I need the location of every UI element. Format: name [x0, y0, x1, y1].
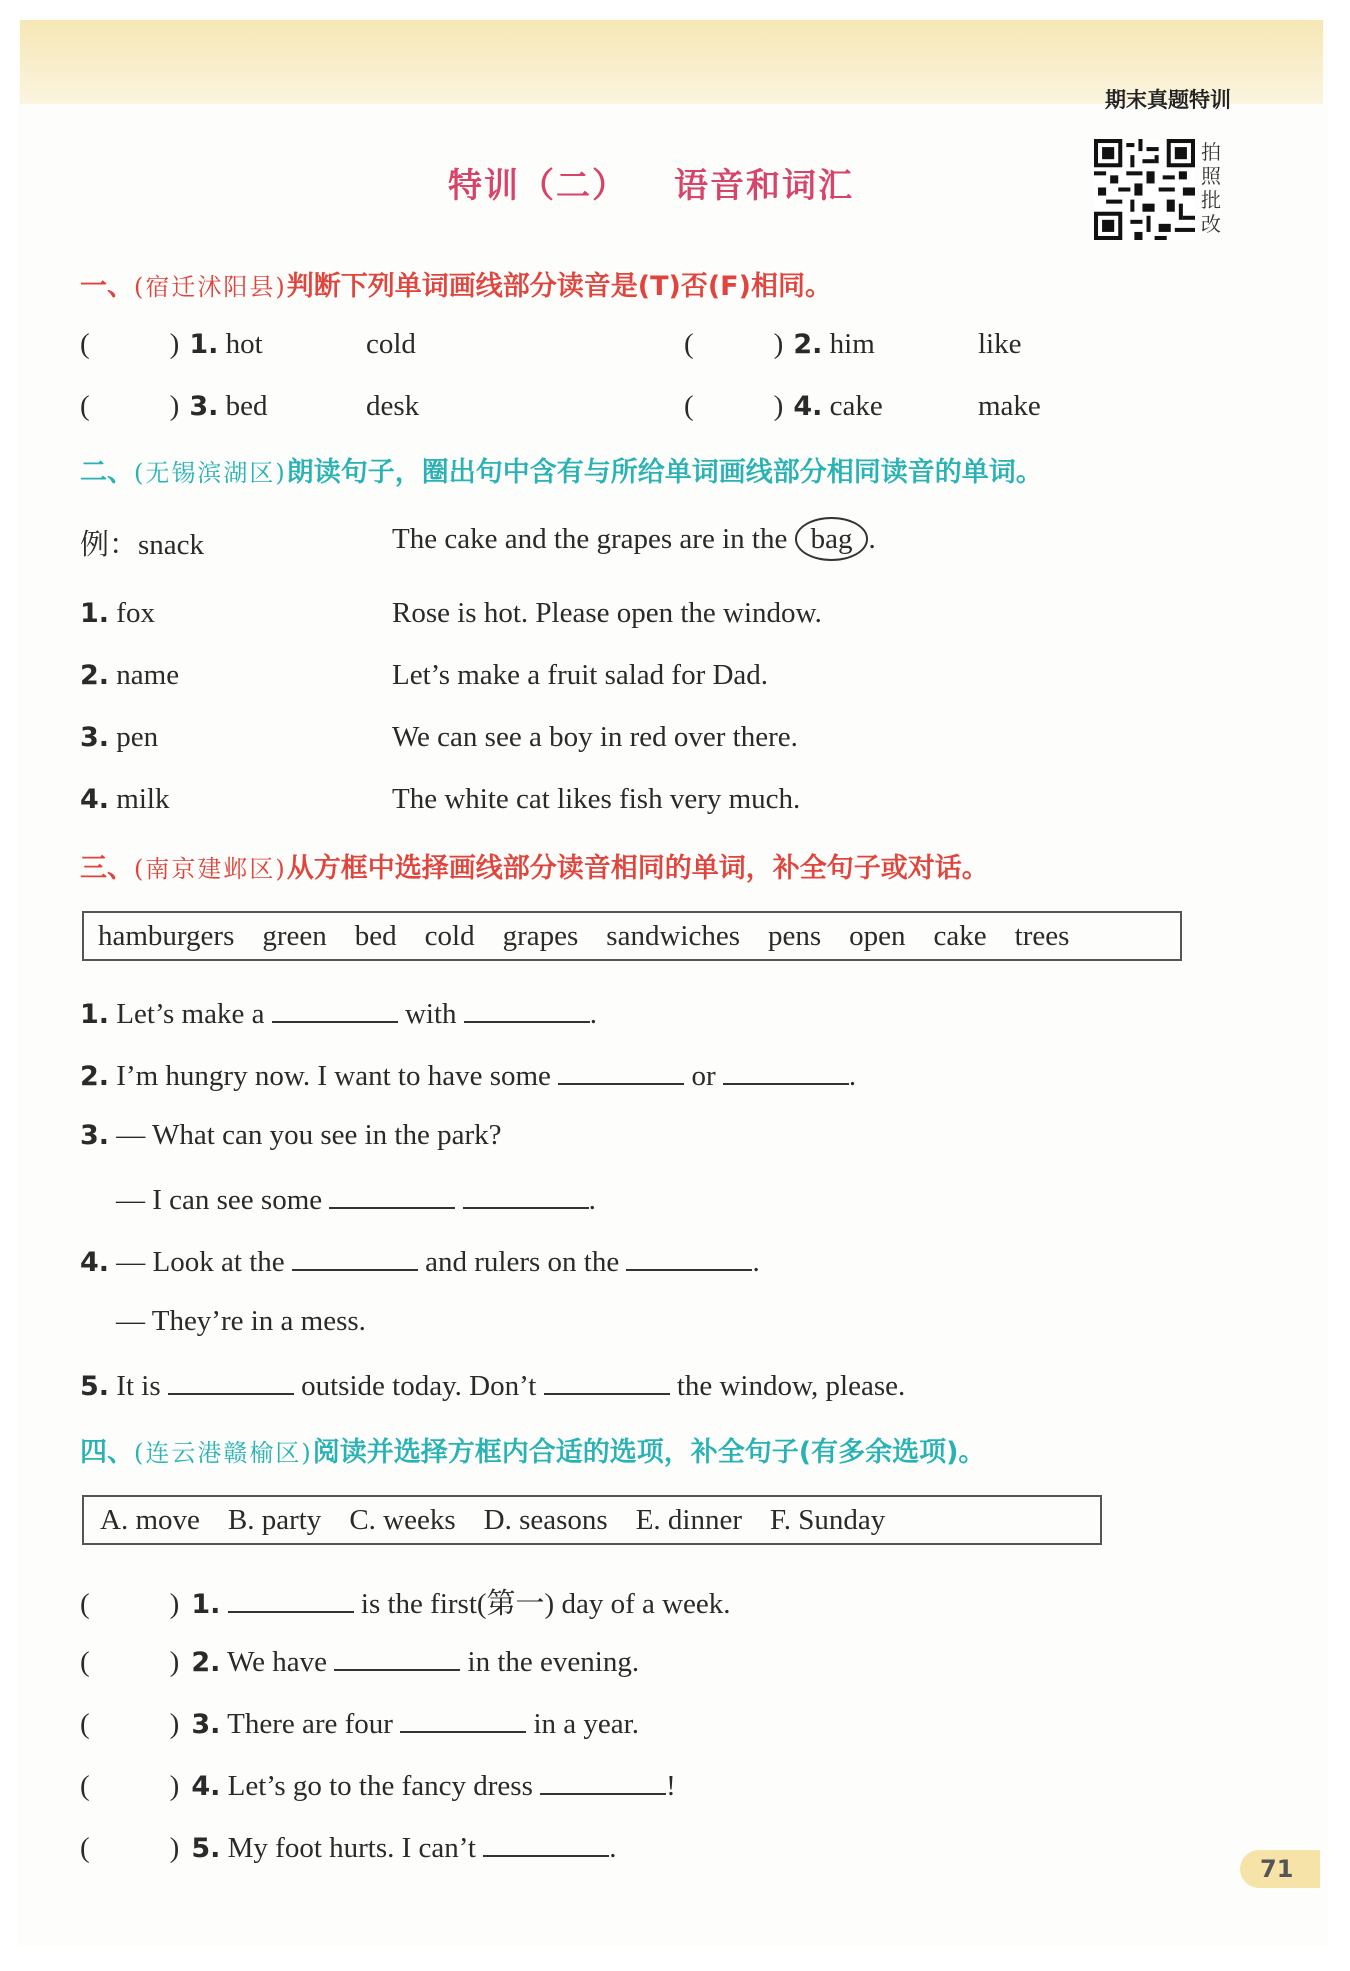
- section4-heading: [80, 1430, 985, 1469]
- page-title: [448, 158, 854, 207]
- word-box: [82, 911, 1182, 961]
- s4-item-5[interactable]: ( ) 5. My foot hurts. I can’t .: [80, 1829, 616, 1865]
- box-word: cold: [424, 919, 475, 952]
- box-word: cake: [933, 919, 987, 952]
- section3-num: 三、: [80, 853, 134, 884]
- s2-item-4-sentence[interactable]: The white cat likes fish very much.: [392, 783, 801, 815]
- s1-item-2-word1: him: [829, 328, 875, 360]
- s2-item-4-word: milk: [116, 783, 170, 815]
- q-text: Let’s go to the fancy dress: [227, 1770, 533, 1802]
- s3-q3: [80, 1119, 501, 1152]
- s4-item-2[interactable]: ( ) 2. We have in the evening.: [80, 1643, 639, 1679]
- box-word: pens: [767, 919, 822, 952]
- box-word: bed: [354, 919, 397, 952]
- s3-q4-reply: — They’re in a mess.: [116, 1305, 366, 1337]
- section2-num: 二、: [80, 457, 134, 488]
- answer-blank[interactable]: [723, 1057, 849, 1085]
- qr-code-icon[interactable]: [1094, 139, 1195, 240]
- s1-item-3-word1: bed: [225, 390, 268, 422]
- s1-item-1-word1: hot: [225, 328, 263, 360]
- answer-blank[interactable]: [228, 1585, 354, 1613]
- s2-item-2-sentence[interactable]: Let’s make a fruit salad for Dad.: [392, 659, 769, 691]
- box-word: open: [849, 919, 906, 952]
- s3-q3-answer: [116, 1181, 596, 1217]
- q-text: or: [691, 1060, 716, 1092]
- section4-instruction: 阅读并选择方框内合适的选项，补全句子(有多余选项)。: [312, 1437, 986, 1468]
- option: B. party: [227, 1503, 322, 1536]
- s1-item-4-word1: cake: [829, 390, 883, 422]
- answer-blank[interactable]: [272, 995, 398, 1023]
- q-num: 4.: [191, 1771, 221, 1802]
- s2-item-1: [80, 597, 155, 630]
- s1-item-1-num: 1.: [189, 329, 219, 360]
- answer-blank[interactable]: [540, 1767, 666, 1795]
- box-word: sandwiches: [606, 919, 740, 952]
- s2-item-2-word: name: [116, 659, 180, 691]
- box-word: hamburgers: [98, 919, 235, 952]
- option: F. Sunday: [770, 1503, 886, 1536]
- section4-num: 四、: [80, 1437, 134, 1468]
- s2-item-1-word: fox: [116, 597, 155, 629]
- section2-heading: [80, 450, 1043, 489]
- q-num: 5.: [80, 1371, 110, 1402]
- q-text: Let’s make a: [116, 998, 265, 1030]
- s2-item-2-num: 2.: [80, 660, 110, 691]
- q-text: and rulers on the: [425, 1246, 620, 1278]
- section3-source: (南京建邺区): [134, 855, 287, 883]
- section1-instruction: 判断下列单词画线部分读音是(T)否(F)相同。: [286, 271, 832, 302]
- option: E. dinner: [635, 1503, 742, 1536]
- section1-num: 一、: [80, 271, 134, 302]
- s2-item-3: [80, 721, 158, 754]
- q-text: .: [848, 1060, 857, 1092]
- q-text: I’m hungry now. I want to have some: [116, 1060, 551, 1092]
- s1-item-3[interactable]: ( ) 3. bed: [80, 390, 268, 422]
- section2-instruction: 朗读句子，圈出句中含有与所给单词画线部分相同读音的单词。: [286, 457, 1043, 488]
- s1-item-3-word2: desk: [366, 390, 420, 422]
- q-num: 4.: [80, 1247, 110, 1278]
- answer-blank[interactable]: [400, 1705, 526, 1733]
- answer-blank[interactable]: [329, 1181, 455, 1209]
- s1-item-4-num: 4.: [793, 391, 823, 422]
- s3-q2: [80, 1057, 856, 1093]
- q-text: .: [752, 1246, 760, 1278]
- s1-item-4[interactable]: ( ) 4. cake: [684, 390, 883, 422]
- s4-item-3[interactable]: ( ) 3. There are four in a year.: [80, 1705, 639, 1741]
- q-text: in a year.: [533, 1708, 639, 1740]
- s3-q4: [80, 1243, 760, 1279]
- answer-blank[interactable]: [558, 1057, 684, 1085]
- answer-blank[interactable]: [463, 1181, 589, 1209]
- q-num: 3.: [191, 1709, 221, 1740]
- box-word: trees: [1014, 919, 1070, 952]
- title-sub: 语音和词汇: [674, 166, 854, 206]
- answer-blank[interactable]: [292, 1243, 418, 1271]
- s2-item-4: [80, 783, 169, 816]
- q-text: !: [666, 1770, 676, 1802]
- s4-item-4[interactable]: ( ) 4. Let’s go to the fancy dress !: [80, 1767, 676, 1803]
- example-circled-word: bag: [795, 517, 869, 561]
- s2-item-2: [80, 659, 179, 692]
- section2-source: (无锡滨湖区): [134, 459, 287, 487]
- q-num: 1.: [191, 1589, 221, 1620]
- answer-blank[interactable]: [334, 1643, 460, 1671]
- qr-label: 拍照批改: [1201, 140, 1221, 236]
- q-num: 3.: [80, 1120, 110, 1151]
- section3-heading: [80, 846, 989, 885]
- option: C. weeks: [349, 1503, 456, 1536]
- answer-blank[interactable]: [464, 995, 590, 1023]
- title-main: 特训（二）: [448, 166, 628, 206]
- q-num: 1.: [80, 999, 110, 1030]
- q-num: 2.: [191, 1647, 221, 1678]
- answer-blank[interactable]: [168, 1367, 294, 1395]
- s1-item-1[interactable]: ( ) 1. hot: [80, 328, 263, 360]
- options-box: [82, 1495, 1102, 1545]
- q-text: It is: [116, 1370, 161, 1402]
- s2-item-4-num: 4.: [80, 784, 110, 815]
- s1-item-2-word2: like: [978, 328, 1022, 360]
- s1-item-1-word2: cold: [366, 328, 416, 360]
- example-label: 例：: [80, 529, 139, 561]
- q-text: — What can you see in the park?: [116, 1119, 502, 1151]
- page-number: 71: [1240, 1850, 1320, 1888]
- s1-item-4-word2: make: [978, 390, 1041, 422]
- example-end: .: [868, 523, 876, 555]
- s1-item-2-num: 2.: [793, 329, 823, 360]
- answer-blank[interactable]: [483, 1829, 609, 1857]
- s2-item-3-word: pen: [116, 721, 159, 753]
- box-word: green: [262, 919, 327, 952]
- q-text: My foot hurts. I can’t: [227, 1832, 476, 1864]
- option: A. move: [100, 1503, 200, 1536]
- option: D. seasons: [483, 1503, 608, 1536]
- section1-source: (宿迁沭阳县): [134, 273, 287, 301]
- q-num: 5.: [191, 1833, 221, 1864]
- s3-q1: [80, 995, 597, 1031]
- q-text: is the first(第一) day of a week.: [360, 1588, 731, 1620]
- box-word: grapes: [502, 919, 579, 952]
- section3-instruction: 从方框中选择画线部分读音相同的单词，补全句子或对话。: [286, 853, 989, 884]
- q-text: in the evening.: [467, 1646, 640, 1678]
- q-text: We have: [227, 1646, 328, 1678]
- example-sentence-text: The cake and the grapes are in the: [392, 523, 788, 555]
- s2-item-3-sentence[interactable]: We can see a boy in red over there.: [392, 721, 798, 753]
- q-text: .: [588, 1184, 596, 1216]
- answer-blank[interactable]: [544, 1367, 670, 1395]
- q-text: There are four: [227, 1708, 393, 1740]
- q-num: 2.: [80, 1061, 110, 1092]
- q-text: the window, please.: [676, 1370, 906, 1402]
- s2-item-1-sentence[interactable]: Rose is hot. Please open the window.: [392, 597, 822, 629]
- q-text: with: [404, 998, 457, 1030]
- section4-source: (连云港赣榆区): [134, 1439, 313, 1467]
- answer-blank[interactable]: [626, 1243, 752, 1271]
- s3-q5: [80, 1367, 905, 1403]
- s1-item-3-num: 3.: [189, 391, 219, 422]
- s2-example-sentence: [392, 517, 876, 561]
- section1-heading: [80, 264, 832, 303]
- q-text: .: [609, 1832, 617, 1864]
- q-text: outside today. Don’t: [301, 1370, 537, 1402]
- s2-item-1-num: 1.: [80, 598, 110, 629]
- q-text: — Look at the: [116, 1246, 285, 1278]
- s1-item-2[interactable]: ( ) 2. him: [684, 328, 875, 360]
- example-word: snack: [138, 529, 205, 561]
- s2-item-3-num: 3.: [80, 722, 110, 753]
- banner-text: 期末真题特训: [1105, 88, 1231, 112]
- q-text: — I can see some: [116, 1184, 323, 1216]
- q-text: .: [589, 998, 598, 1030]
- s2-example-word: [80, 522, 204, 563]
- header-banner: [20, 20, 1323, 112]
- s4-item-1[interactable]: ( ) 1. is the first(第一) day of a week.: [80, 1581, 731, 1622]
